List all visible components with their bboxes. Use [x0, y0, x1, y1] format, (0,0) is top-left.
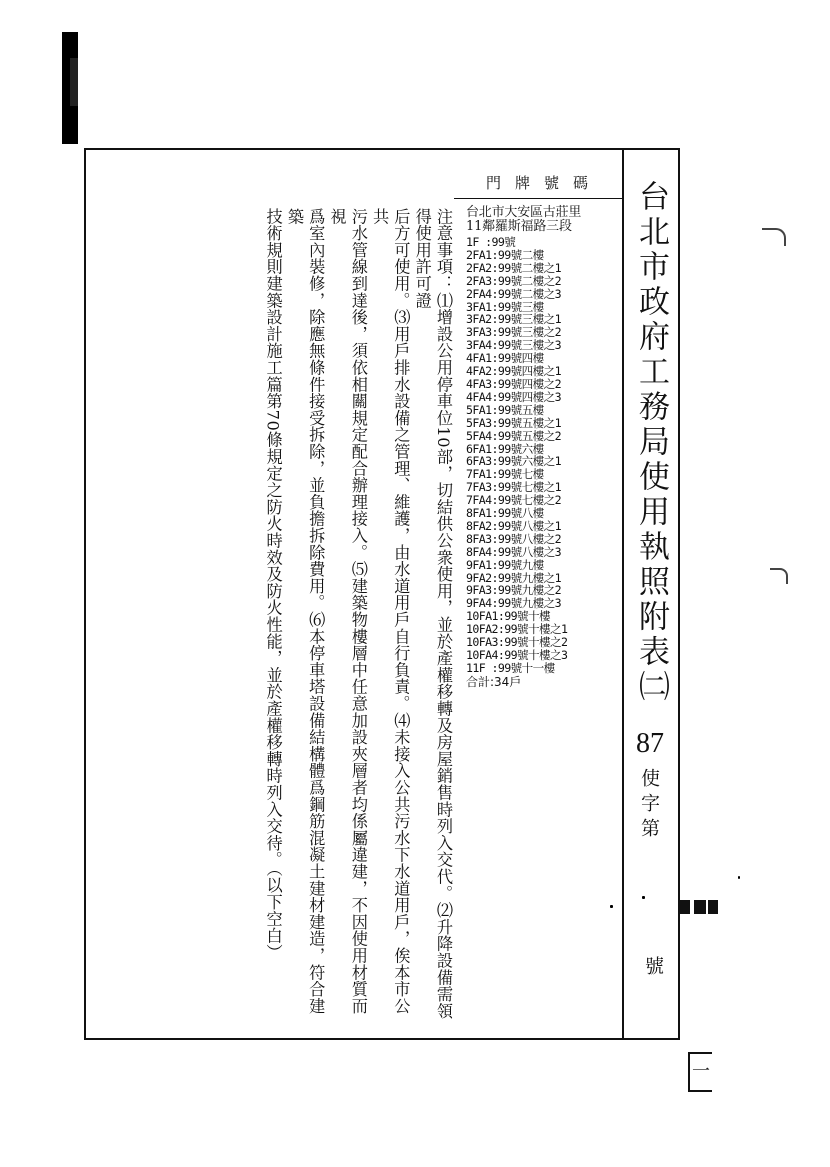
unit-entry: 2FA1:99號二樓 [466, 247, 544, 262]
unit-entry: 8FA4:99號八樓之3 [466, 544, 562, 559]
unit-entry: 1F :99號 [466, 235, 516, 249]
address-block [466, 206, 620, 234]
note-column: 注意事項：⑴增設公用停車位10部，切結供公衆使用，並於產權移轉及房屋銷售時列入交代。⑵升降設備需領得使用許可證 [412, 208, 453, 1020]
unit-entry: 5FA4:99號五樓之2 [466, 428, 562, 443]
unit-entry: 8FA2:99號八樓之1 [466, 518, 562, 533]
address-line-1: 台北市大安區古莊里 [466, 205, 582, 220]
license-ref-prefix: 使字第 [638, 768, 660, 843]
redacted-stamp [680, 900, 720, 916]
unit-entry: 4FA2:99號四樓之1 [466, 364, 562, 379]
unit-entry: 2FA4:99號二樓之3 [466, 286, 562, 301]
unit-entry: 5FA1:99號五樓 [466, 402, 544, 417]
note-column: 技術規則建築設計施工篇第70條規定之防火時效及防火性能，並於產權移轉時列入交待。（以下空白） [263, 208, 283, 961]
unit-list [466, 236, 620, 689]
unit-entry: 2FA2:99號二樓之1 [466, 260, 562, 275]
unit-entry: 9FA1:99號九樓 [466, 557, 544, 572]
scan-speck [738, 876, 740, 879]
note-column: 污水管線到達後，須依相關規定配合辦理接入。⑸建築物樓層中任意加設夾層者均係屬違建，不因使用材質而視 [327, 208, 368, 1015]
unit-entry: 10FA2:99號十樓之1 [466, 622, 568, 637]
title-divider [622, 148, 624, 1040]
note-column: 后方可使用。⑶用戶排水設備之管理、維護，由水道用戶自行負責。⑷未接入公共污水下水道用戶，俟本市公共 [370, 208, 411, 1015]
unit-entry: 11F :99號十一樓 [466, 660, 555, 675]
binding-mark-inner [70, 58, 78, 106]
unit-entry: 5FA3:99號五樓之1 [466, 415, 562, 430]
door-number-header: 門牌號碼 [486, 174, 603, 192]
unit-entry: 6FA3:99號六樓之1 [466, 454, 562, 469]
frame-bottom [84, 1038, 680, 1040]
margin-mark [762, 228, 786, 246]
unit-entry: 9FA4:99號九樓之3 [466, 596, 562, 611]
unit-entry: 6FA1:99號六樓 [466, 441, 544, 456]
scan-speck [610, 905, 613, 908]
unit-entry: 3FA4:99號三樓之3 [466, 338, 562, 353]
unit-entry: 2FA3:99號二樓之2 [466, 273, 562, 288]
frame-top [84, 148, 680, 150]
notes-block [263, 208, 454, 1028]
unit-entry: 4FA3:99號四樓之2 [466, 376, 562, 391]
header-rule [454, 198, 622, 199]
unit-entry: 10FA3:99號十樓之2 [466, 635, 568, 650]
unit-entry: 3FA2:99號三樓之1 [466, 312, 562, 327]
unit-entry: 4FA4:99號四樓之3 [466, 389, 562, 404]
address-line-2: 11鄰羅斯福路三段 [466, 219, 572, 234]
margin-mark [770, 568, 788, 584]
note-column: 爲室內裝修，除應無條件接受拆除，並負擔拆除費用。⑹本停車塔設備結構體爲鋼筋混凝土建材建造，符合建築 [284, 208, 326, 1015]
unit-entry: 3FA3:99號三樓之2 [466, 325, 562, 340]
unit-entry: 10FA1:99號十樓 [466, 609, 551, 624]
unit-entry: 4FA1:99號四樓 [466, 351, 544, 366]
document-title: 台北市政府工務局使用執照附表㈡ [633, 180, 669, 705]
unit-entry: 7FA4:99號七樓之2 [466, 493, 562, 508]
unit-entry: 8FA1:99號八樓 [466, 506, 544, 521]
unit-entry: 7FA1:99號七樓 [466, 467, 544, 482]
unit-entry: 9FA2:99號九樓之1 [466, 570, 562, 585]
frame-left [84, 148, 86, 1040]
unit-entry: 7FA3:99號七樓之1 [466, 480, 562, 495]
unit-entry: 9FA3:99號九樓之2 [466, 583, 562, 598]
unit-entry: 10FA4:99號十樓之3 [466, 648, 568, 662]
unit-entry: 8FA3:99號八樓之2 [466, 531, 562, 546]
page-mark: 一 [688, 1052, 712, 1092]
unit-entry: 3FA1:99號三樓 [466, 299, 544, 314]
scan-speck [642, 896, 645, 899]
unit-total: 合計:34戶 [466, 674, 522, 689]
document-number: 87 [636, 728, 664, 759]
license-ref-suffix: 號 [642, 956, 664, 975]
